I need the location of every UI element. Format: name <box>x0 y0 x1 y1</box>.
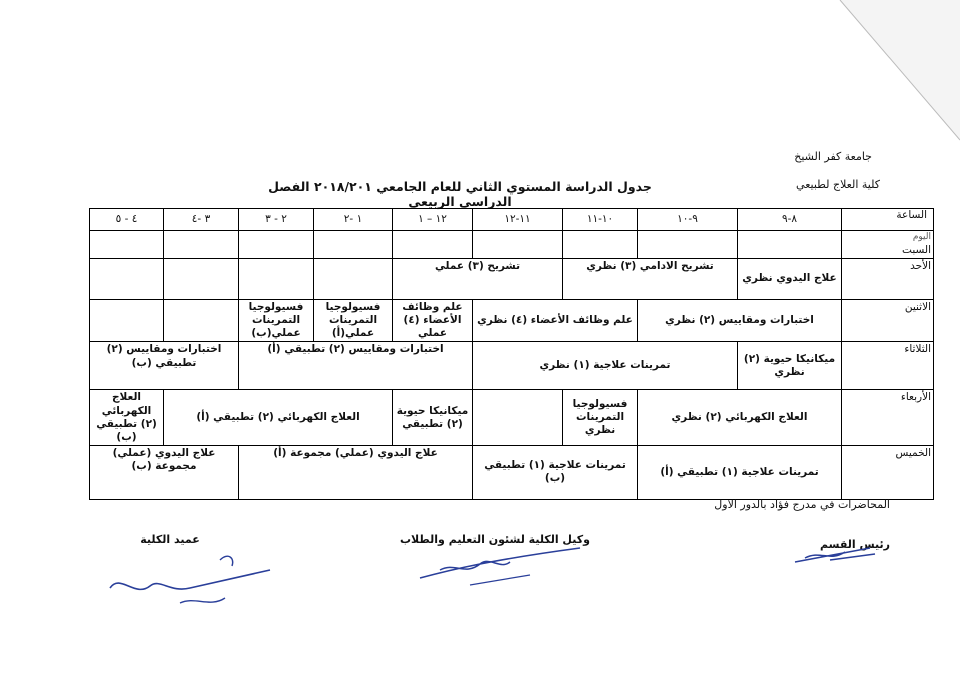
class-cell: فسيولوجيا التمرينات عملي(ب) <box>239 300 314 342</box>
class-cell: فسيولوجيا التمرينات عملي(أ) <box>314 300 393 342</box>
row-thursday <box>90 445 934 499</box>
class-cell: ميكانيكا حيوية (٢) نظري <box>738 342 842 390</box>
empty-cell <box>563 231 638 259</box>
class-cell: فسيولوجيا التمرينات نظري <box>563 390 638 446</box>
empty-cell <box>638 231 738 259</box>
time-header: ٢ - ٣ <box>239 209 314 231</box>
class-cell: العلاج الكهربائي (٢) تطبيقي (ب) <box>90 390 164 446</box>
day-saturday: السبت <box>902 243 931 256</box>
day-tuesday: الثلاثاء <box>842 342 934 390</box>
time-header: ٣ -٤ <box>164 209 239 231</box>
day-monday: الاثنين <box>842 300 934 342</box>
class-cell: تمرينات علاجية (١) تطبيقي (ب) <box>473 445 638 499</box>
class-cell: تمرينات علاجية (١) نظري <box>473 342 738 390</box>
corner-cell <box>842 209 934 231</box>
page-title: جدول الدراسة المستوي الثاني للعام الجامعي ٢٠١٨/٢٠١ الفصل الدراسي الربيعي <box>268 179 652 209</box>
day-thursday: الخميس <box>842 445 934 499</box>
folded-corner <box>830 0 960 150</box>
class-cell: اختبارات ومقاييس (٢) نظري <box>638 300 842 342</box>
table-header-row <box>90 209 934 231</box>
class-cell: ميكانيكا حيوية (٢) تطبيقي <box>393 390 473 446</box>
empty-cell <box>314 231 393 259</box>
row-sunday <box>90 259 934 300</box>
faculty-name: كلية العلاج لطبيعي <box>796 178 880 191</box>
class-cell: علاج اليدوي نظري <box>738 259 842 300</box>
time-header: ٨-٩ <box>738 209 842 231</box>
signature-vice-dean: وكيل الكلية لشئون التعليم والطلاب <box>400 533 590 546</box>
university-name: جامعة كفر الشيخ <box>794 150 872 163</box>
schedule-table <box>89 208 934 500</box>
empty-cell <box>164 259 239 300</box>
signature-scribble-dean <box>100 548 280 618</box>
day-cell <box>842 231 934 259</box>
row-tuesday <box>90 342 934 390</box>
time-header: ٩-١٠ <box>638 209 738 231</box>
lecture-note: المحاضرات في مدرج فؤاد بالدور الاول <box>714 498 890 511</box>
empty-cell <box>164 300 239 342</box>
signature-scribble-head <box>790 540 880 570</box>
class-cell: تشريح الادامي (٣) نظري <box>563 259 738 300</box>
time-label: الساعة <box>896 209 927 221</box>
time-header: ١١-١٢ <box>473 209 563 231</box>
day-label-corner: اليوم <box>912 232 931 243</box>
empty-cell <box>393 231 473 259</box>
class-cell: علاج اليدوي (عملي) مجموعة (أ) <box>239 445 473 499</box>
day-wednesday: الأربعاء <box>842 390 934 446</box>
time-header: ١٠-١١ <box>563 209 638 231</box>
class-cell: اختبارات ومقاييس (٢) تطبيقي (ب) <box>90 342 239 390</box>
class-cell: علم وظائف الأعضاء (٤) عملي <box>393 300 473 342</box>
class-cell: علم وظائف الأعضاء (٤) نظري <box>473 300 638 342</box>
class-cell: اختبارات ومقاييس (٢) تطبيقي (أ) <box>239 342 473 390</box>
day-sunday: الأحد <box>842 259 934 300</box>
empty-cell <box>738 231 842 259</box>
time-header: ٤ - ٥ <box>90 209 164 231</box>
empty-cell <box>90 300 164 342</box>
class-cell: تشريح (٣) عملي <box>393 259 563 300</box>
signature-head: رئيس القسم <box>820 538 890 551</box>
empty-cell <box>90 231 164 259</box>
signature-dean: عميد الكلية <box>140 533 200 546</box>
empty-cell <box>164 231 239 259</box>
row-saturday <box>90 231 934 259</box>
empty-cell <box>473 231 563 259</box>
row-wednesday <box>90 390 934 446</box>
empty-cell <box>90 259 164 300</box>
empty-cell <box>239 231 314 259</box>
signature-scribble-vice-dean <box>410 540 590 590</box>
row-monday <box>90 300 934 342</box>
empty-cell <box>314 259 393 300</box>
time-header: ١ -٢ <box>314 209 393 231</box>
class-cell: تمرينات علاجية (١) تطبيقي (أ) <box>638 445 842 499</box>
time-header: ١٢ – ١ <box>393 209 473 231</box>
empty-cell <box>239 259 314 300</box>
empty-cell <box>473 390 563 446</box>
class-cell: علاج اليدوي (عملي) مجموعة (ب) <box>90 445 239 499</box>
class-cell: العلاج الكهربائي (٢) نظري <box>638 390 842 446</box>
class-cell: العلاج الكهربائي (٢) تطبيقي (أ) <box>164 390 393 446</box>
